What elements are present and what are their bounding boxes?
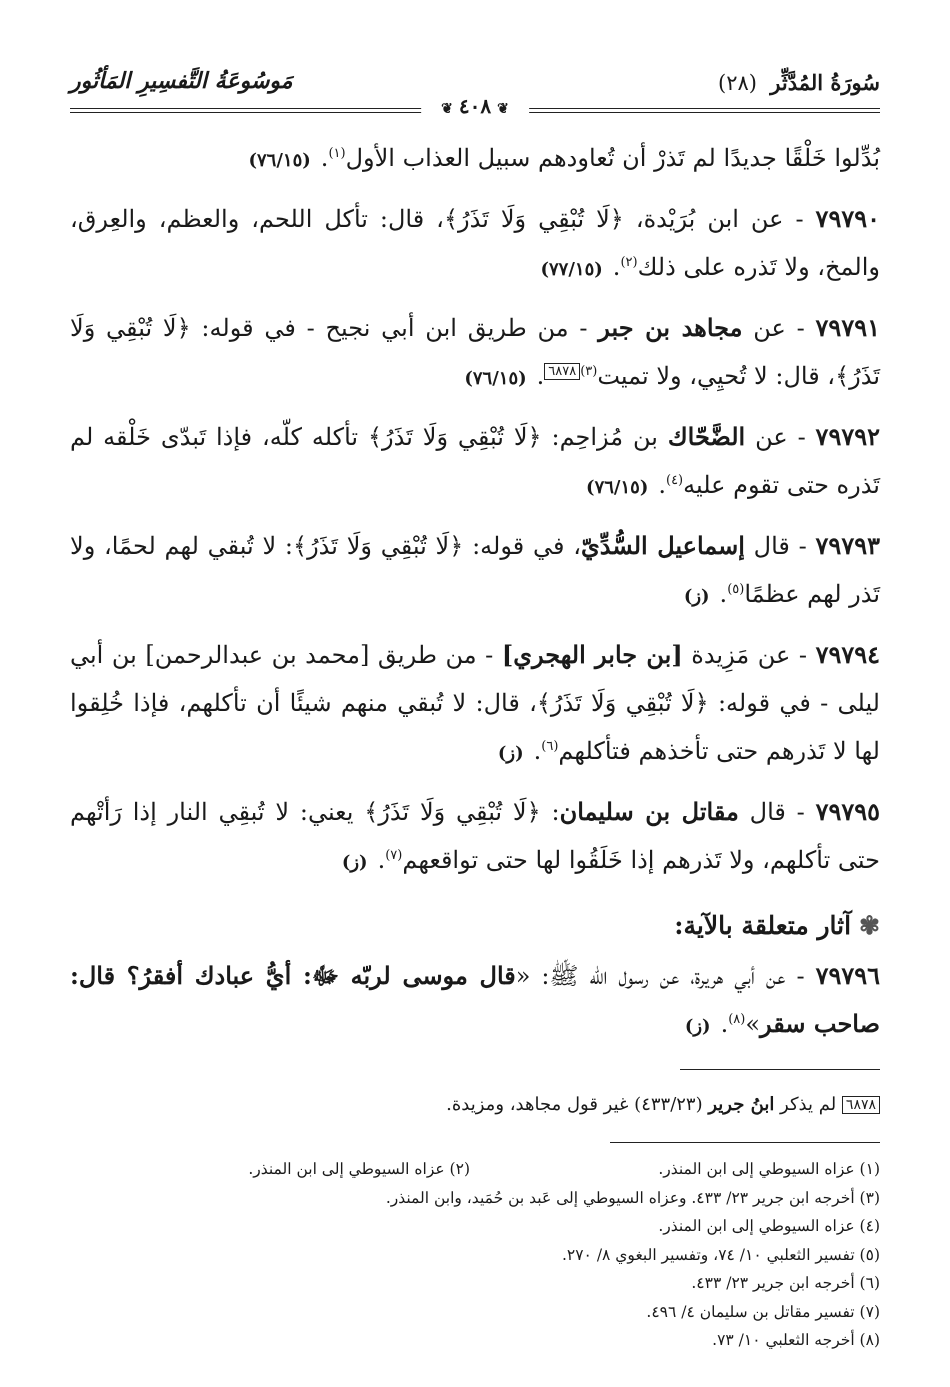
entry-number: ٧٩٧٩٠ <box>815 204 880 233</box>
note-marker-box: ٦٨٧٨ <box>544 363 580 380</box>
entry-text: - عن <box>745 423 816 451</box>
source-reference: (ز) <box>341 852 368 873</box>
editor-note <box>70 1088 880 1122</box>
quran-quote: ﴿لَا تُبْقِي وَلَا تَذَرُ﴾ <box>367 423 542 451</box>
entry-number: ٧٩٧٩٢ <box>815 422 880 451</box>
page <box>70 60 880 1355</box>
page-number <box>421 94 529 118</box>
source-reference: (٧٦/١٥) <box>248 150 311 171</box>
entry-79796 <box>70 952 880 1051</box>
entry-tail: . <box>377 846 386 874</box>
entry-text: بن مُزاحِم: <box>541 423 668 451</box>
footnote-marker: (٦) <box>541 739 559 754</box>
note-name: ابنُ جرير <box>708 1094 775 1115</box>
footnote-marker: (٧) <box>385 848 403 863</box>
source-reference: (ز) <box>497 743 524 764</box>
source-reference: (٧٦/١٥) <box>586 477 649 498</box>
entry-text: » <box>745 1010 761 1038</box>
quran-quote: ﴿لَا تُبْقِي وَلَا تَذَرُ﴾ <box>293 532 464 560</box>
narrator-name: مجاهد بن جبر <box>598 313 743 342</box>
source-reference: (ز) <box>683 586 710 607</box>
entry-text: - قال <box>744 532 816 560</box>
entry-tail: . <box>719 580 728 608</box>
entry-tail: . <box>533 737 542 765</box>
entry-79794 <box>70 631 880 778</box>
ornament-icon: ❦ <box>441 101 453 117</box>
narrator-name: إسماعيل السُّدِّيّ <box>580 531 745 560</box>
footnote: (٣) أخرجه ابن جرير ٢٣/ ٤٣٣. وعزاه السيوطي إلى عَبد بن حُمَيد، وابن المنذر. <box>385 1188 880 1207</box>
entry-text: : <box>540 798 560 826</box>
intro-line <box>70 134 880 185</box>
entry-tail: . <box>536 362 545 390</box>
footnote-row <box>70 1155 880 1184</box>
source-reference: (ز) <box>684 1016 711 1037</box>
note-separator <box>680 1069 880 1070</box>
footnote: (٧) تفسير مقاتل بن سليمان ٤/ ٤٩٦. <box>646 1302 880 1321</box>
note-text: (٤٣٣/٢٣) غير قول مجاهد، ومزيدة. <box>446 1094 709 1115</box>
entry-text: ، قال: تأكل اللحم، والعظم، والعِرق، والمخ، ولا تَذره على ذلك <box>70 205 880 281</box>
page-number-value: ٤٠٨ <box>458 94 492 118</box>
flower-icon: ✾ <box>859 911 880 940</box>
entry-text: - عن <box>742 314 816 342</box>
entry-text: تأكله كلّه، فإذا تَبدّى خَلْقه لم تَذره حتى تقوم عليه <box>70 423 880 499</box>
intro-tail: . <box>320 144 329 172</box>
quran-quote: ﴿لَا تُبْقِي وَلَا تَذَرُ﴾ <box>443 205 624 233</box>
entry-79792 <box>70 413 880 512</box>
surah-name: سُورَةُ المُدَّثِّر <box>770 70 880 95</box>
page-header <box>70 60 880 124</box>
note-text: لم يذكر <box>774 1094 842 1115</box>
entry-number: ٧٩٧٩١ <box>815 313 880 342</box>
entry-text: ، في قوله: <box>463 532 581 560</box>
narrator-name: الضَّحّاك <box>667 422 746 451</box>
entry-text: ، قال: لا تُبقي منهم شيئًا أن تأكلهم، فإذا خُلِقوا لها لا تَذرهم حتى تأخذهم فتأكلهم <box>70 689 880 765</box>
footnote: (١) عزاه السيوطي إلى ابن المنذر. <box>658 1160 880 1178</box>
entry-79791 <box>70 304 880 403</box>
footnote: (٥) تفسير الثعلبي ١٠/ ٧٤، وتفسير البغوي ٨/ ٢٧٠. <box>561 1245 880 1264</box>
footnote-marker: (٥) <box>727 582 745 597</box>
entry-text: - قال <box>738 798 816 826</box>
note-marker-box: ٦٨٧٨ <box>842 1096 880 1114</box>
entry-text: - عن أبي هريرة، عن رسول الله ﷺ: « <box>515 962 816 990</box>
entry-text: - عن مَزِيدة <box>682 641 816 669</box>
ornament-icon: ❦ <box>497 101 509 117</box>
entry-text: - من طريق [محمد بن عبدالرحمن] بن أبي ليلى - في قوله: <box>70 641 880 717</box>
footnote: (٢) عزاه السيوطي إلى ابن المنذر. <box>248 1160 470 1178</box>
entry-number: ٧٩٧٩٥ <box>815 797 881 826</box>
entry-79793 <box>70 522 880 621</box>
entry-tail: . <box>720 1010 729 1038</box>
footnote-separator <box>610 1142 880 1143</box>
footnote-marker: (١) <box>328 146 346 161</box>
source-reference: (٧٦/١٥) <box>464 368 527 389</box>
entry-text: - عن ابن بُرَيْدة، <box>623 205 816 233</box>
entry-number: ٧٩٧٩٣ <box>815 531 880 560</box>
footnote-marker: (٢) <box>620 255 638 270</box>
footnote-marker: (٣) <box>580 364 598 379</box>
footnote-marker: (٨) <box>728 1012 746 1027</box>
entry-79790 <box>70 195 880 294</box>
surah-title <box>718 70 880 95</box>
section-heading <box>70 911 880 940</box>
narrator-name: مقاتل بن سليمان <box>559 797 739 826</box>
footnote: (٨) أخرجه الثعلبي ١٠/ ٧٣. <box>712 1331 880 1349</box>
entry-text: - من طريق ابن أبي نجيح - في قوله: <box>190 314 599 342</box>
surah-number: (٢٨) <box>717 71 757 95</box>
quran-quote: ﴿لَا تُبْقِي وَلَا تَذَرُ﴾ <box>536 689 709 717</box>
section-title: آثار متعلقة بالآية: <box>674 911 852 940</box>
entry-79795 <box>70 788 880 887</box>
narrator-name: [بن جابر الهجري] <box>501 640 683 669</box>
quran-quote: ﴿لَا تُبْقِي وَلَا تَذَرُ﴾ <box>364 798 541 826</box>
entry-number: ٧٩٧٩٦ <box>815 961 881 990</box>
book-title: مَوسُوعَةُ التَّفسِيرِ المَأثُور <box>70 68 293 94</box>
entry-text: : لا تُبقي لهم لحمًا، ولا تَذر لهم عظمًا <box>70 532 880 608</box>
intro-text: بُدِّلوا خَلْقًا جديدًا لم تَذرْ أن تُعاودهم سبيل العذاب الأول <box>345 144 880 172</box>
source-reference: (٧٧/١٥) <box>540 259 603 280</box>
entry-text: يعني: لا تُبقِي النار إذا رَأتْهم حتى تأكلهم، ولا تَذرهم إذا خَلَقُوا لها حتى تواقعهم <box>70 798 880 874</box>
footnotes <box>70 1155 880 1355</box>
quran-quote: ﴿لَا تُبْقِي وَلَا تَذَرُ﴾ <box>70 314 880 390</box>
entry-number: ٧٩٧٩٤ <box>815 640 881 669</box>
footnote: (٦) أخرجه ابن جرير ٢٣/ ٤٣٣. <box>691 1274 880 1292</box>
hadith-text: قال موسى لربّه ﷻ: أيُّ عبادك أفقرُ؟ قال: صاحب سقر <box>70 961 880 1038</box>
entry-tail: . <box>658 471 666 499</box>
footnote-marker: (٤) <box>665 473 684 488</box>
entry-text: ، قال: لا تُحيِي، ولا تميت <box>597 362 836 390</box>
entry-tail: . <box>612 253 621 281</box>
footnote: (٤) عزاه السيوطي إلى ابن المنذر. <box>658 1217 880 1235</box>
